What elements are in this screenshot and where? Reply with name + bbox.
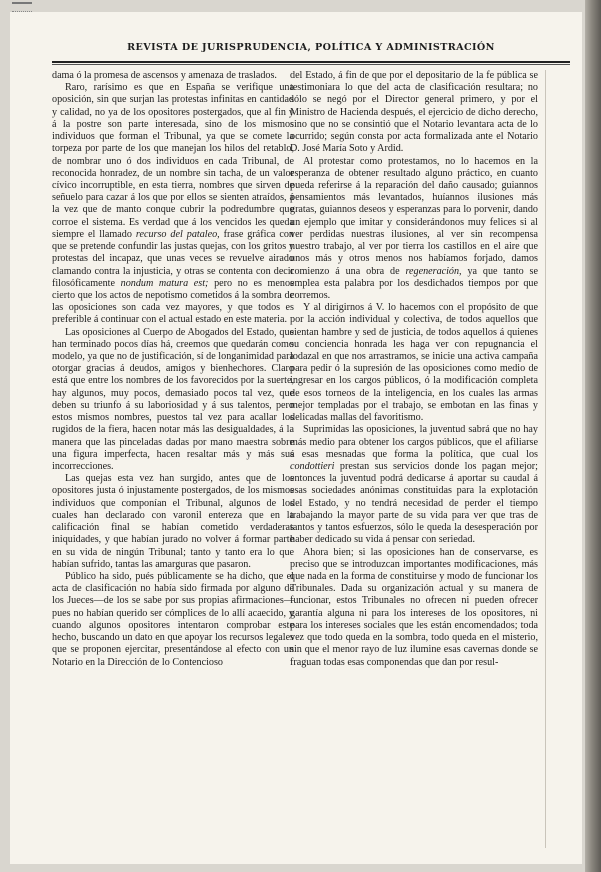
paragraph: Y al dirigirnos á V. lo hacemos con el propósito de que por la acción individual y colectiva, de todos aquellos que sientan hambre y sed de justicia, de todos aquellos á quienes su conciencia honrada les haga ver con repugnancia el lodazal en que nos arrastramos, se inicie una activa campaña para pedir ó la supresión de las oposiciones como medio de ingresar en los cargos públicos, ó la modificación completa de esos torneos de la inteligencia, en los cuales las armas mejor templadas por el trabajo, se embotan en las finas y delicadas mallas del favoritismo. [290,302,538,424]
right-column [290,70,538,848]
page-gutter-line [545,70,546,848]
corner-mark [12,2,32,12]
header-rule [52,61,570,63]
paragraph: Raro, rarísimo es que en España se verifique una oposición, sin que surjan las protestas infinitas en cantidad y calidad, no ya de los opositores postergados, que al fin y á la postre son parte interesada, sino de los mismos individuos que forman el Tribunal, ya que se comete la torpeza por parte de los que manejan los hilos del retablo, de nombrar uno ó dos individuos en cada Tribunal, de reconocida honradez, de un nombre sin tacha, de un valor cívico incorruptible, en esta tierra, nombres que sirven de señuelo para cazar á los que por ellos se sienten atraídos, á la vez que de manto conque cubrir la podredumbre que corroe el sistema. Es verdad que á los vencidos les queda siempre el llamado recurso del pataleo, frase gráfica con que se pretende confundir las justas quejas, con los gritos y protestas del incapaz, que unas veces se revuelve airado clamando contra la injusticia, y otras se contenta con decir filosóficamente nondum matura est; pero no es menos cierto que los actos de nepotismo cometidos á la sombra de las oposiciones son cada vez mayores, y que todos es preferible á continuar con el actual estado en este materia. [52,82,294,326]
paragraph: Las quejas esta vez han surgido, antes que de los opositores justa ó injustamente postergados, de los mismos individuos que componían el Tribunal, algunos de los cuales han declarado con varonil entereza que en la calificación final se habían cometido verdaderas iniquidades, y que habían jurado no volver á formar parte en su vida de ningún Tribunal; tanto y tanto era lo que habían sufrido, tantas las amarguras que pasaron. [52,473,294,570]
header-rule-thin [52,64,570,65]
paragraph: Al protestar como protestamos, no lo hacemos en la esperanza de obtener resultado alguno práctico, en cuanto pueda referirse á la reparación del daño causado; guiannos pensamientos más levantados, huíannos ilusiones más gratas, guiannos deseos y esperanzas para lo porvenir, dando un ejemplo que imitar y considerándonos muy felices si al ver perdidas nuestras ilusiones, al ver sin recompensa nuestro trabajo, al ver por tierra los castillos en el aire que unos más y otros menos nos habíamos forjado, damos comienzo á una obra de regeneración, ya que tanto se emplea esta palabra por los desdichados tiempos por que corremos. [290,155,538,301]
page-edge-shadow [585,0,601,872]
running-header: REVISTA DE JURISPRUDENCIA, POLÍTICA Y ADMINISTRACIÓN [127,42,495,53]
left-column [52,70,294,848]
paragraph: Las oposiciones al Cuerpo de Abogados del Estado, que han terminado pocos días há, creemos que quedarán como modelo, ya que no de justificación, sí de longanimidad para otorgar gracias á deudos, amigos y bienhechores. Claro está que entre los nombres de los favorecidos por la suerte, hay algunos, muy pocos, demasiado pocos tal vez, que deben su triunfo á su laboriosidad y á sus talentos, pero estos mismos nombres, puestos tal vez para acallar los rugidos de la fiera, hacen notar más las desigualdades, á la manera que las pinceladas dadas por mano maestra sobre una figura imperfecta, hacen resaltar más y más sus incorrecciones. [52,326,294,472]
paragraph: Ahora bien; si las oposiciones han de conservarse, es preciso que se introduzcan importantes modificaciones, más que nada en la forma de constituirse y modo de funcionar los Tribunales. Dada su organización actual y su manera de funcionar, estos Tribunales no ofrecen ni pueden ofrecer garantía alguna ni para los intereses de los opositores, ni para los intereses sociales que les están encomendados; toda vez que todo queda en la sombra, todo queda en el misterio, sin que el menor rayo de luz ilumine esas cavernas donde se fraguan todas esas componendas que dan por resul- [290,546,538,668]
paragraph: Suprimidas las oposiciones, la juventud sabrá que no hay más medio para obtener los cargos públicos, que el afiliarse á esas mesnadas que forma la política, que cual los condottieri prestan sus servicios donde los pagan mejor; entonces la juventud podrá dedicarse á aportar su caudal á esas sociedades anónimas constituidas para la explotación del Estado, y no tendrá necesidad de perder el tiempo trabajando la mayor parte de su vida para ver que tras de tantos y tantos esfuerzos, sólo le queda la desesperación por haber dedicado su vida á pensar con seriedad. [290,424,538,546]
paragraph: del Estado, á fin de que por el depositario de la fe pública se testimoniara lo que del acta de clasificación resultara; no sólo se negó por el Director general primero, y por el Ministro de Hacienda después, el ejercicio de dicho derecho, sino que no se consintió que el Notario levantara acta de lo ocurrido; según consta por acta formalizada ante el Notario D. José María Soto y Ardid. [290,70,538,155]
paragraph: Público ha sido, pués públicamente se ha dicho, que el acta de clasificación no había sido firmada por alguno de los Jueces—de los se sabe por sus propias afirmaciones—pues no habían querido ser cómplices de lo allí acaecido, y cuando algunos opositores intentaron comprobar este hecho, buscando un dato en que apoyar los recursos legales que se proponen ejercitar, presentándose al efecto con un Notario en la Dirección de lo Contencioso [52,570,294,668]
paragraph: dama ó la promesa de ascensos y amenaza de traslados. [52,70,277,81]
